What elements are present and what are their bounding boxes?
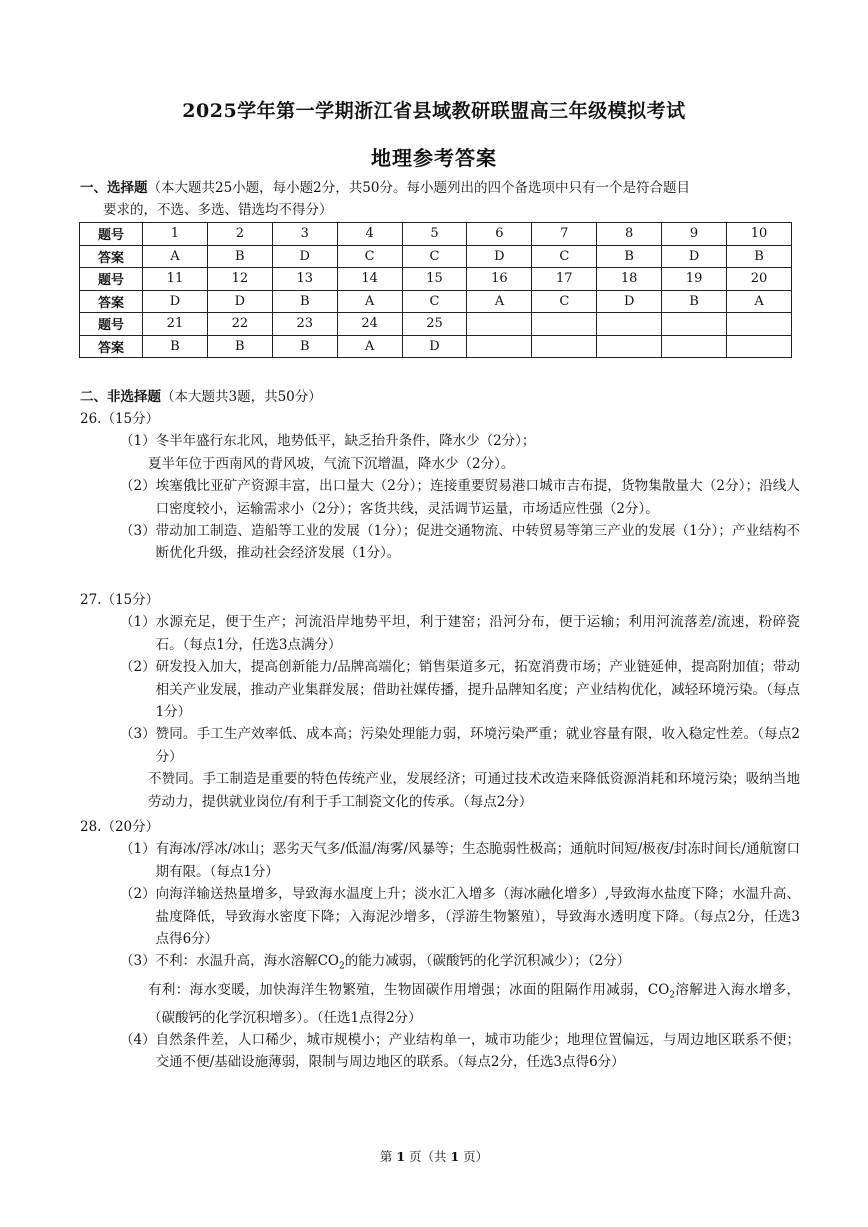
q27-item-2: [120, 656, 800, 723]
subscript: 2: [339, 962, 345, 973]
answer-table: [79, 222, 792, 358]
question-number-cell: [467, 313, 532, 336]
item-text: [156, 950, 800, 978]
question-number-row: [80, 223, 792, 246]
question-26-header: 26.（15分）: [80, 411, 160, 427]
item-text: 夏半年位于西南风的背风坡，气流下沉增温，降水少（2分）。: [148, 455, 515, 472]
answer-cell: D: [143, 290, 208, 313]
question-number-cell: [662, 313, 727, 336]
item-number: （1）: [120, 841, 156, 858]
question-number-cell: 23: [272, 313, 337, 336]
section-1-desc-line1: （本大题共25小题，每小题2分，共50分。每小题列出的四个备选项中只有一个是符合题目: [147, 180, 690, 196]
question-number-row: [80, 268, 792, 291]
section-2-title: 二、非选择题: [80, 389, 161, 405]
question-number-label-cell: 题号: [80, 313, 143, 336]
q26-item-4: [120, 520, 800, 565]
question-number-cell: 1: [143, 223, 208, 246]
question-number-cell: 10: [727, 223, 792, 246]
question-number-cell: 19: [662, 268, 727, 291]
item-text: 研发投入加大，提高创新能力/品牌高端化；销售渠道多元，拓宽消费市场；产业链延伸，提高附加值；带动相关产业发展，推动产业集群发展；借助社媒传播，提升品牌知名度；产业结构优化，减轻环境污染。（每点1分）: [155, 659, 801, 721]
answer-cell: B: [597, 245, 662, 268]
item-number: （3）: [120, 953, 156, 970]
item-text: 自然条件差，人口稀少，城市规模小；产业结构单一，城市功能少；地理位置偏远，与周边地区联系不便；交通不便/基础设施薄弱，限制与周边地区的联系。（每点2分，任选3点得6分）: [155, 1032, 800, 1071]
q27-item-3-alt: 不赞同。手工制造是重要的特色传统产业，发展经济；可通过技术改造来降低资源消耗和环境污染；吸纳当地劳动力，提供就业岗位/有利于手工制瓷文化的传承。（每点2分）: [148, 771, 800, 810]
footer-text: 第: [379, 1149, 397, 1164]
section-1-title: 一、选择题: [80, 180, 148, 196]
footer-text: 页）: [459, 1149, 489, 1164]
q28-item-3-alt: [148, 979, 800, 1030]
answer-cell: C: [532, 290, 597, 313]
answer-cell: [467, 335, 532, 358]
answer-label-cell: 答案: [80, 245, 143, 268]
q28-item-3: [120, 950, 800, 978]
question-number-cell: 17: [532, 268, 597, 291]
question-number-cell: 22: [207, 313, 272, 336]
q27-item-3: [120, 723, 800, 768]
question-number-cell: [727, 313, 792, 336]
question-number-cell: 15: [402, 268, 467, 291]
q26-item-3: [120, 475, 800, 520]
answer-cell: D: [402, 335, 467, 358]
answer-cell: A: [337, 335, 402, 358]
question-number-cell: 5: [402, 223, 467, 246]
section-2-desc: （本大题共3题，共50分）: [161, 389, 322, 405]
subscript: 2: [669, 990, 676, 1001]
answer-cell: C: [402, 290, 467, 313]
item-number: （2）: [120, 659, 156, 676]
answer-cell: [662, 335, 727, 358]
question-number-cell: 13: [272, 268, 337, 291]
footer-total-pages: 1: [450, 1149, 460, 1164]
answer-cell: B: [143, 335, 208, 358]
answer-cell: [727, 335, 792, 358]
answer-cell: C: [402, 245, 467, 268]
q28-item-2: [120, 883, 800, 950]
answer-cell: B: [207, 335, 272, 358]
question-number-label-cell: 题号: [80, 268, 143, 291]
answer-cell: D: [597, 290, 662, 313]
question-number-cell: 21: [143, 313, 208, 336]
answer-cell: D: [272, 245, 337, 268]
question-28-header: 28.（20分）: [80, 819, 160, 835]
q26-item-2: [120, 453, 800, 475]
answer-row: [80, 245, 792, 268]
question-number-cell: [597, 313, 662, 336]
question-28: [80, 816, 800, 1074]
text-part: 不利：水温升高，海水溶解CO: [155, 953, 339, 970]
answer-cell: B: [662, 290, 727, 313]
question-number-cell: 6: [467, 223, 532, 246]
question-27-header: 27.（15分）: [80, 592, 160, 608]
question-number-cell: 24: [337, 313, 402, 336]
answer-label-cell: 答案: [80, 335, 143, 358]
q28-item-1: [120, 838, 800, 883]
q28-item-4: [120, 1029, 800, 1074]
answer-cell: [597, 335, 662, 358]
item-number: （3）: [120, 523, 156, 540]
answer-cell: C: [532, 245, 597, 268]
question-number-cell: 11: [143, 268, 208, 291]
question-number-cell: 14: [337, 268, 402, 291]
answer-cell: A: [727, 290, 792, 313]
question-27: [80, 589, 800, 813]
question-number-cell: 3: [272, 223, 337, 246]
section-1-desc-line2: 要求的，不选、多选、错选均不得分）: [103, 202, 333, 218]
q26-item-1: [120, 430, 800, 452]
question-number-cell: 2: [207, 223, 272, 246]
answer-cell: A: [467, 290, 532, 313]
exam-subtitle: 地理参考答案: [371, 146, 497, 170]
item-text: 向海洋输送热量增多，导致海水温度上升；淡水汇入增多（海冰融化增多）,导致海水盐度下降；水温升高、盐度降低，导致海水密度下降；入海泥沙增多，（浮游生物繁殖），导致海水透明度下降。（每点2分，任选3点得6分）: [155, 886, 800, 948]
answer-cell: [532, 335, 597, 358]
section-1-heading: [80, 177, 792, 221]
answer-cell: A: [143, 245, 208, 268]
answer-cell: C: [337, 245, 402, 268]
answer-cell: B: [727, 245, 792, 268]
q27-item-1: [120, 611, 800, 656]
footer-page-number: 1: [396, 1149, 406, 1164]
item-text: 有海冰/浮冰/冰山；恶劣天气多/低温/海雾/风暴等；生态脆弱性极高；通航时间短/极夜/封冻时间长/通航窗口期有限。（每点1分）: [155, 841, 800, 880]
page-footer: [0, 1147, 868, 1165]
text-part: 有利：海水变暖，加快海洋生物繁殖，生物固碳作用增强；冰面的阻隔作用减弱，CO: [148, 981, 670, 998]
item-number: [120, 453, 148, 475]
question-number-cell: 18: [597, 268, 662, 291]
item-number: （4）: [120, 1032, 156, 1049]
question-number-cell: [532, 313, 597, 336]
item-number: （2）: [120, 478, 156, 495]
footer-text: 页（共: [405, 1149, 451, 1164]
item-text: 赞同。手工生产效率低、成本高；污染处理能力弱，环境污染严重；就业容量有限，收入稳定性差。（每点2分）: [155, 726, 800, 765]
question-number-row: [80, 313, 792, 336]
item-number: （3）: [120, 726, 156, 743]
section-2-heading: [80, 386, 792, 408]
question-number-cell: 25: [402, 313, 467, 336]
answer-cell: D: [467, 245, 532, 268]
item-text: 冬半年盛行东北风，地势低平，缺乏抬升条件，降水少（2分）；: [155, 433, 536, 450]
answer-cell: B: [272, 335, 337, 358]
item-text: 埃塞俄比亚矿产资源丰富，出口量大（2分）；连接重要贸易港口城市吉布提，货物集散量大（2分）；沿线人口密度较小，运输需求小（2分）；客货共线，灵活调节运量，市场适应性强（2分）。: [155, 478, 800, 517]
item-number: （1）: [120, 614, 156, 631]
text-part: 溶解进入海水增多，（碳酸钙的化学沉积增多）。（任选1点得2分）: [148, 981, 801, 1026]
question-number-label-cell: 题号: [80, 223, 143, 246]
answer-cell: D: [207, 290, 272, 313]
question-number-cell: 20: [727, 268, 792, 291]
item-number: （2）: [120, 886, 156, 903]
answer-cell: B: [272, 290, 337, 313]
answer-row: [80, 290, 792, 313]
answer-cell: A: [337, 290, 402, 313]
question-number-cell: 16: [467, 268, 532, 291]
answer-cell: B: [207, 245, 272, 268]
question-number-cell: 9: [662, 223, 727, 246]
question-26: [80, 408, 800, 565]
question-number-cell: 4: [337, 223, 402, 246]
item-number: （1）: [120, 433, 156, 450]
item-text: 水源充足，便于生产；河流沿岸地势平坦，利于建窑；沿河分布，便于运输；利用河流落差/流速，粉碎瓷石。（每点1分，任选3点满分）: [155, 614, 800, 653]
question-number-cell: 8: [597, 223, 662, 246]
question-number-cell: 12: [207, 268, 272, 291]
answer-label-cell: 答案: [80, 290, 143, 313]
exam-title: 2025学年第一学期浙江省县域教研联盟高三年级模拟考试: [182, 100, 686, 122]
item-text: 带动加工制造、造船等工业的发展（1分）；促进交通物流、中转贸易等第三产业的发展（1分）；产业结构不断优化升级，推动社会经济发展（1分）。: [155, 523, 800, 562]
answer-row: [80, 335, 792, 358]
text-part: 的能力减弱，（碳酸钙的化学沉积减少）；（2分）: [344, 953, 631, 970]
answer-cell: D: [662, 245, 727, 268]
question-number-cell: 7: [532, 223, 597, 246]
